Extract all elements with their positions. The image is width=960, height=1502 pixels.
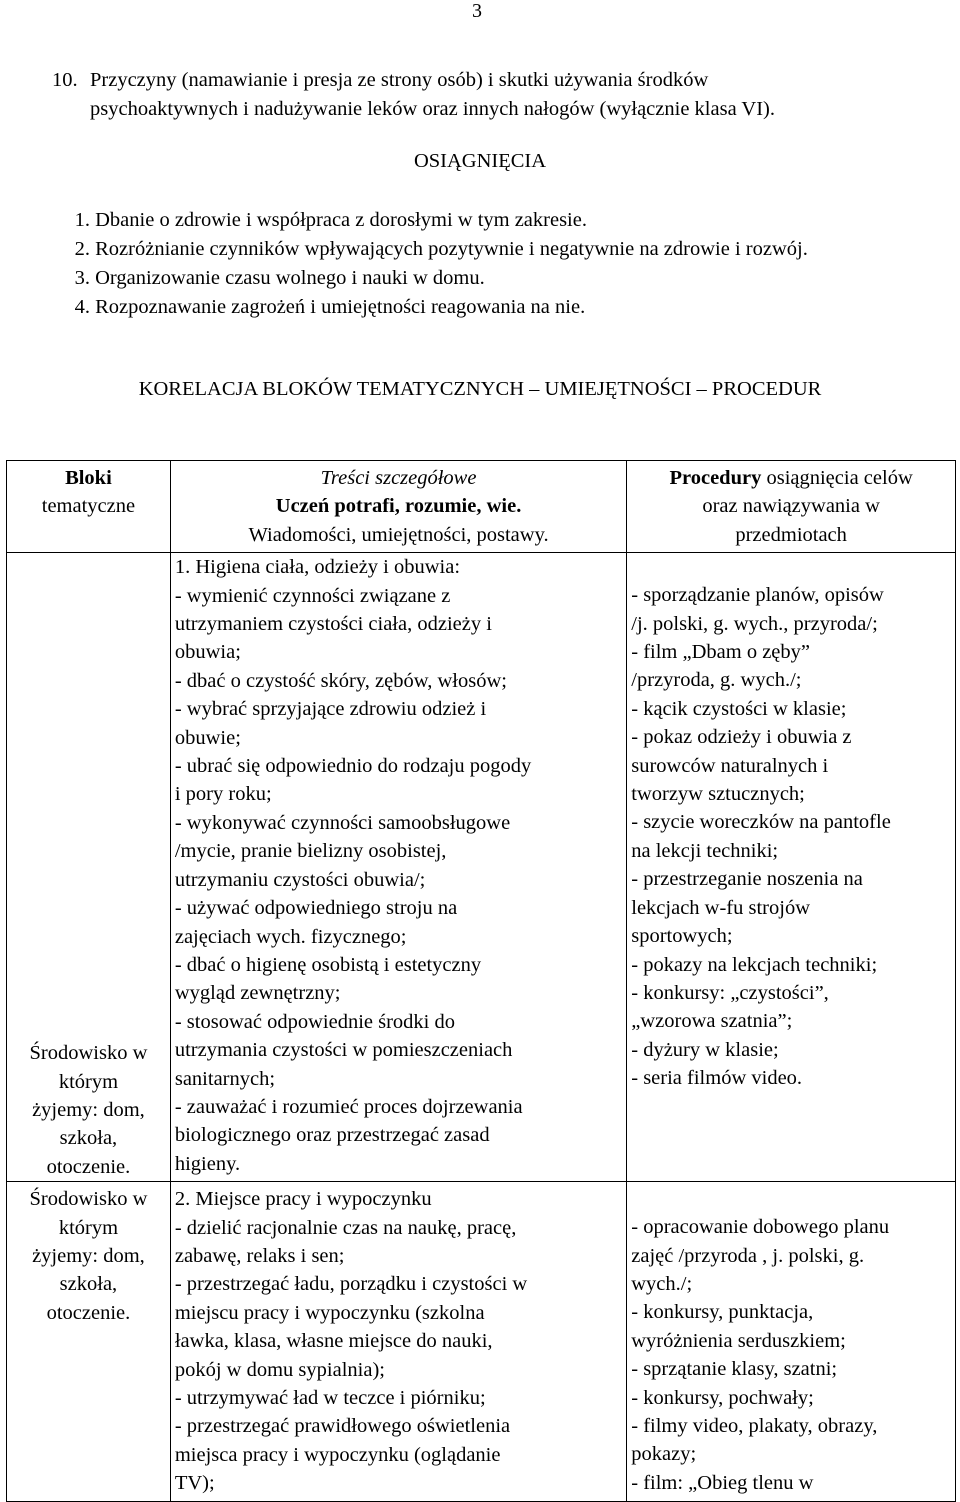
blok-line: szkoła, <box>59 1273 118 1296</box>
intro-number: 10. <box>52 69 78 91</box>
tresci-line: - dbać o higienę osobistą i estetyczny <box>174 953 482 976</box>
procedury-line: surowców naturalnych i <box>631 754 829 777</box>
blok-line: którym <box>58 1216 119 1239</box>
procedury-line: - pokaz odzieży i obuwia z <box>631 726 852 749</box>
procedury-line: - seria filmów video. <box>631 1067 803 1090</box>
procedury-line: - przestrzeganie noszenia na <box>631 868 863 891</box>
list-item: 4. Rozpoznawanie zagrożeń i umiejętności reagowania na nie. <box>74 296 586 318</box>
procedury-line: - opracowanie dobowego planu <box>631 1216 890 1239</box>
list-item: 2. Rozróżnianie czynników wpływających pozytywnie i negatywnie na zdrowie i rozwój. <box>74 238 808 260</box>
header-procedury: Procedury osiągnięcia celów oraz nawiązywania w przedmiotach <box>627 461 956 553</box>
tresci-line: utrzymania czystości w pomieszczeniach <box>174 1039 513 1062</box>
intro-paragraph <box>52 66 932 124</box>
tresci-line: - dzielić racjonalnie czas na naukę, pracę, <box>174 1216 517 1239</box>
procedury-line: - konkursy: „czystości”, <box>631 981 829 1004</box>
procedury-line: - konkursy, punktacja, <box>631 1301 814 1324</box>
table-row <box>7 1182 956 1501</box>
table-row <box>7 553 956 1182</box>
intro-line-1: Przyczyny (namawianie i presja ze strony osób) i skutki używania środków <box>90 69 709 91</box>
procedury-line: tworzyw sztucznych; <box>631 783 805 806</box>
tresci-line: zajęciach wych. fizycznego; <box>174 925 407 948</box>
tresci-line: /mycie, pranie bielizny osobistej, <box>174 840 447 863</box>
korelacja-title: KORELACJA BLOKÓW TEMATYCZNYCH – UMIEJĘTNOŚCI – PROCEDUR <box>138 378 822 400</box>
procedury-line: - film: „Obieg tlenu w <box>631 1471 814 1494</box>
procedury-line: - film „Dbam o zęby” <box>631 641 810 664</box>
tresci-cell <box>170 1182 626 1501</box>
tresci-cell <box>170 553 626 1182</box>
tresci-line: i pory roku; <box>174 783 272 806</box>
blok-line: Środowisko w <box>29 1042 148 1065</box>
procedury-line: - szycie woreczków na pantofle <box>631 811 891 834</box>
procedury-line: /przyroda, g. wych./; <box>631 669 802 692</box>
osiagniecia-title: OSIĄGNIĘCIA <box>413 150 547 172</box>
procedury-cell <box>627 1182 956 1501</box>
table-header-row <box>7 461 956 553</box>
blok-line: szkoła, <box>59 1127 118 1150</box>
list-item: 3. Organizowanie czasu wolnego i nauki w domu. <box>74 267 485 289</box>
header-bloki: Bloki tematyczne <box>7 461 171 553</box>
tresci-line: - utrzymywać ład w teczce i piórniku; <box>174 1387 486 1409</box>
page-number: 3 <box>472 0 482 22</box>
tresci-line: - wybrać sprzyjające zdrowiu odzież i <box>174 698 487 721</box>
tresci-line: obuwie; <box>174 726 241 749</box>
tresci-line: 1. Higiena ciała, odzieży i obuwia: <box>174 556 461 579</box>
tresci-line: - przestrzegać prawidłowego oświetlenia <box>174 1415 511 1438</box>
blok-line: otoczenie. <box>46 1301 131 1324</box>
tresci-line: - wykonywać czynności samoobsługowe <box>174 811 511 834</box>
procedury-line: pokazy; <box>631 1443 697 1466</box>
tresci-line: biologicznego oraz przestrzegać zasad <box>174 1124 490 1147</box>
osiagniecia-list <box>52 206 952 322</box>
tresci-line: wygląd zewnętrzny; <box>174 982 341 1005</box>
tresci-line: zabawę, relaks i sen; <box>174 1244 345 1267</box>
procedury-line: sportowych; <box>631 925 733 948</box>
procedury-line: - filmy video, plakaty, obrazy, <box>631 1415 878 1437</box>
procedury-line: - konkursy, pochwały; <box>631 1386 814 1409</box>
procedury-line: - kącik czystości w klasie; <box>631 697 847 720</box>
tresci-line: - zauważać i rozumieć proces dojrzewania <box>174 1095 523 1118</box>
procedury-line: - sprzątanie klasy, szatni; <box>631 1358 838 1381</box>
tresci-line: - dbać o czystość skóry, zębów, włosów; <box>174 669 507 692</box>
tresci-line: - używać odpowiedniego stroju na <box>174 897 458 920</box>
blok-line: Środowisko w <box>29 1188 148 1211</box>
procedury-line: na lekcji techniki; <box>631 839 779 862</box>
blok-line: żyjemy: dom, <box>32 1244 145 1267</box>
tresci-line: pokój w domu sypialnia); <box>174 1358 385 1381</box>
procedury-line: - dyżury w klasie; <box>631 1038 779 1061</box>
correlation-table <box>6 460 956 1502</box>
tresci-line: - wymienić czynności związane z <box>174 584 451 607</box>
tresci-line: 2. Miejsce pracy i wypoczynku <box>174 1188 432 1211</box>
procedury-line: wych./; <box>631 1272 693 1295</box>
tresci-line: miejscu pracy i wypoczynku (szkolna <box>174 1301 485 1324</box>
intro-line-2: psychoaktywnych i nadużywanie leków oraz innych nałogów (wyłącznie klasa VI). <box>90 98 776 120</box>
procedury-line: „wzorowa szatnia”; <box>631 1010 793 1033</box>
procedury-line: /j. polski, g. wych., przyroda/; <box>631 612 878 635</box>
tresci-line: miejsca pracy i wypoczynku (oglądanie <box>174 1443 501 1466</box>
list-item: 1. Dbanie o zdrowie i współpraca z dorosłymi w tym zakresie. <box>74 209 587 231</box>
procedury-line: wyróżnienia serduszkiem; <box>631 1329 846 1352</box>
blok-line: żyjemy: dom, <box>32 1098 145 1121</box>
procedury-line: - pokazy na lekcjach techniki; <box>631 953 878 976</box>
tresci-line: - przestrzegać ładu, porządku i czystości w <box>174 1273 528 1296</box>
procedury-line: - sporządzanie planów, opisów <box>631 584 884 607</box>
blok-line: otoczenie. <box>46 1155 131 1178</box>
procedury-cell <box>627 553 956 1182</box>
header-tresci: Treści szczegółowe Uczeń potrafi, rozumie, wie. Wiadomości, umiejętności, postawy. <box>170 461 626 553</box>
tresci-line: utrzymaniem czystości ciała, odzieży i <box>174 613 492 636</box>
procedury-line: zajęć /przyroda , j. polski, g. <box>631 1244 865 1267</box>
blok-cell <box>7 1182 171 1501</box>
procedury-line: lekcjach w-fu strojów <box>631 896 810 919</box>
blok-cell <box>7 553 171 1182</box>
tresci-line: sanitarnych; <box>174 1067 276 1090</box>
blok-line: którym <box>58 1070 119 1093</box>
tresci-line: utrzymaniu czystości obuwia/; <box>174 868 426 891</box>
tresci-line: ławka, klasa, własne miejsce do nauki, <box>174 1330 493 1353</box>
tresci-line: obuwia; <box>174 641 241 664</box>
tresci-line: higieny. <box>174 1152 241 1175</box>
tresci-line: TV); <box>174 1472 215 1495</box>
tresci-line: - stosować odpowiednie środki do <box>174 1010 455 1033</box>
tresci-line: - ubrać się odpowiednio do rodzaju pogody <box>174 755 532 778</box>
